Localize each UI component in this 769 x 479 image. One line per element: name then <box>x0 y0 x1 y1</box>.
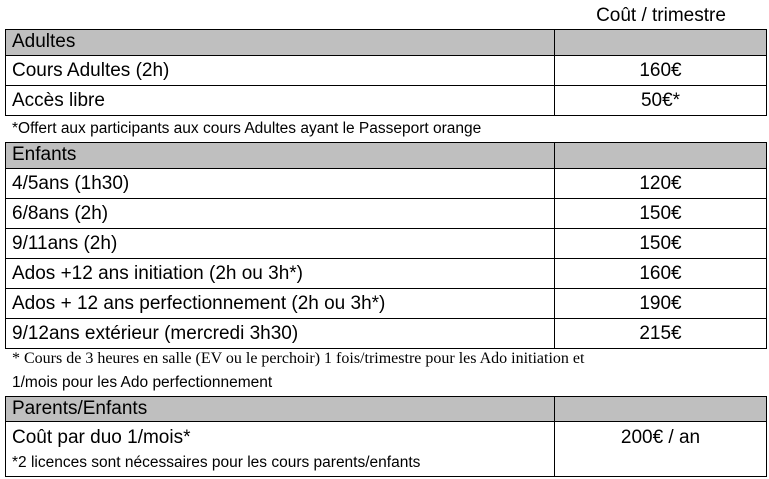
table-row <box>5 289 767 319</box>
table-row <box>5 86 767 116</box>
row-price: 190€ <box>639 293 682 314</box>
row-label: Cours Adultes (2h) <box>6 56 555 85</box>
section-price-cell <box>555 143 766 168</box>
table-row <box>5 319 767 349</box>
row-label: Accès libre <box>6 86 555 115</box>
section-title: Adultes <box>6 30 555 55</box>
row-price: 160€ <box>639 263 682 284</box>
row-price: 120€ <box>639 173 682 194</box>
section-price-cell <box>555 30 766 55</box>
table-row-duo <box>5 421 767 477</box>
section-header-adultes <box>5 29 767 56</box>
row-price: 150€ <box>639 233 682 254</box>
row-label: 9/11ans (2h) <box>6 229 555 258</box>
section-header-enfants <box>5 142 767 169</box>
row-price: 160€ <box>639 60 682 81</box>
row-price: 200€ / an <box>620 427 701 448</box>
row-price: 150€ <box>639 203 682 224</box>
row-label: 4/5ans (1h30) <box>6 169 555 198</box>
row-price: 215€ <box>639 323 682 344</box>
table-row <box>5 56 767 86</box>
table-row <box>5 169 767 199</box>
section-header-parents <box>5 396 767 422</box>
cost-column-header: Coût / trimestre <box>596 5 726 26</box>
parents-footnote: *2 licences sont nécessaires pour les cours parents/enfants <box>12 454 421 471</box>
table-row <box>5 259 767 289</box>
row-label: Ados + 12 ans perfectionnement (2h ou 3h*) <box>6 289 555 318</box>
table-row <box>5 199 767 229</box>
enfants-footnote-line1: * Cours de 3 heures en salle (EV ou le perchoir) 1 fois/trimestre pour les Ado initiation et <box>12 350 585 367</box>
section-title: Parents/Enfants <box>6 397 555 421</box>
table-row <box>5 229 767 259</box>
row-label: Ados +12 ans initiation (2h ou 3h*) <box>6 259 555 288</box>
enfants-footnote-line2: 1/mois pour les Ado perfectionnement <box>12 374 273 391</box>
row-label: 9/12ans extérieur (mercredi 3h30) <box>6 319 555 348</box>
adultes-footnote: *Offert aux participants aux cours Adultes ayant le Passeport orange <box>12 120 482 137</box>
duo-label-cell <box>6 421 555 476</box>
row-label: Coût par duo 1/mois* <box>12 427 191 448</box>
row-label: 6/8ans (2h) <box>6 199 555 228</box>
section-title: Enfants <box>6 143 555 168</box>
section-price-cell <box>555 397 766 421</box>
row-price: 50€* <box>640 90 681 111</box>
